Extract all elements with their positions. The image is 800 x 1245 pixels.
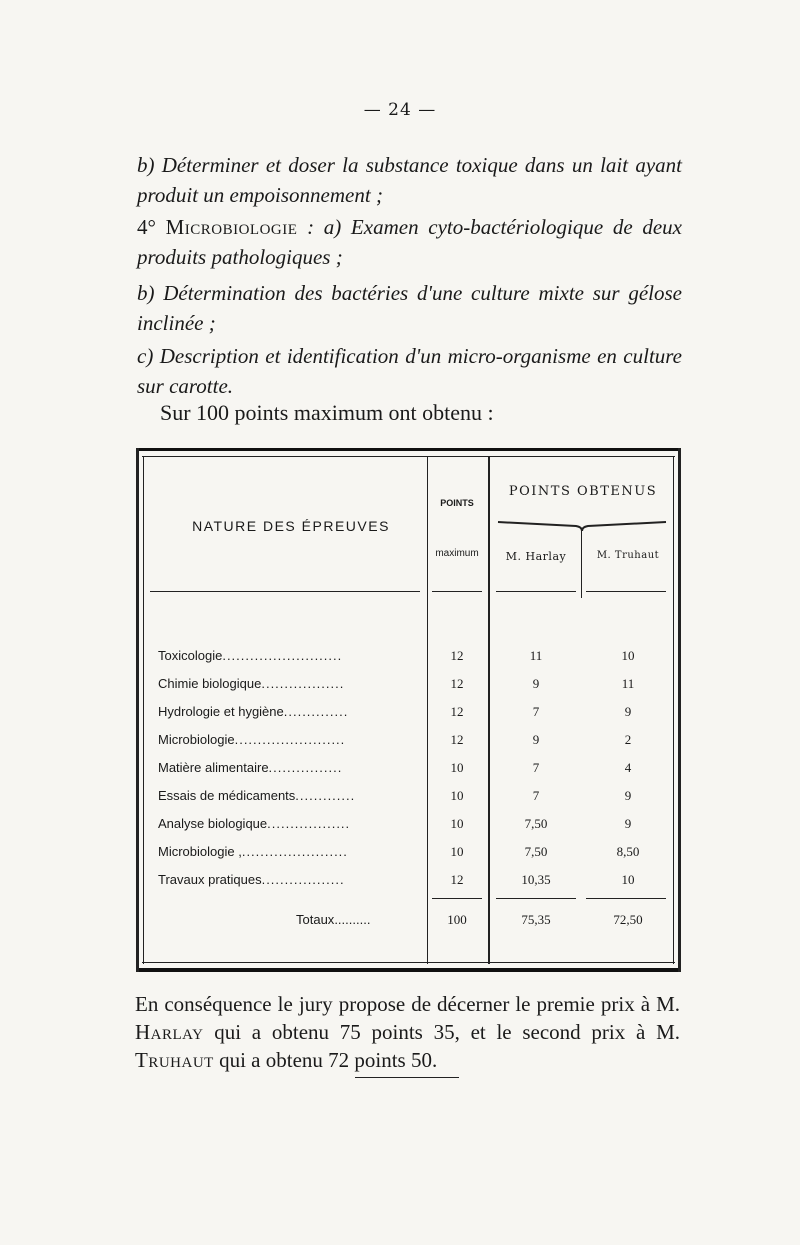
table-row: [136, 676, 681, 704]
row-max: 10: [450, 788, 464, 803]
header-points-obtenus: POINTS OBTENUS: [508, 484, 658, 499]
page-number: — 24 —: [363, 100, 437, 120]
header-harlay: M. Harlay: [505, 550, 567, 563]
table-row: [136, 704, 681, 732]
row-max: 10: [450, 844, 464, 859]
end-rule: [355, 1077, 459, 1078]
row-leader-dots: .............: [295, 788, 356, 803]
results-table: [136, 448, 681, 976]
header-maximum: maximum: [435, 548, 479, 559]
header-points: POINTS: [440, 498, 474, 508]
row-label: Microbiologie: [158, 732, 235, 747]
closing-paragraph: [135, 990, 680, 1074]
table-bottom-rule: [136, 968, 681, 972]
table-row: [136, 760, 681, 788]
section-heading: Microbiologie: [165, 215, 298, 239]
row-leader-dots: ..........................: [222, 648, 343, 663]
paragraph-toxic-milk: b) Déterminer et doser la substance toxique dans un lait ayant produit un empoisonnement ;: [137, 153, 682, 207]
table-top-inner-rule: [142, 456, 675, 457]
section-text: : a) Examen cyto-bactériologique de deux produits pathologiques ;: [137, 215, 683, 269]
header-rule-harlay: [496, 591, 576, 592]
row-leader-dots: ........................: [234, 732, 346, 747]
lead-sentence: Sur 100 points maximum ont obtenu :: [160, 400, 494, 425]
row-harlay: 11: [529, 648, 543, 663]
closing-text-1: En conséquence le jury propose de décerner le premie prix à M.: [135, 992, 680, 1016]
table-row: [136, 732, 681, 760]
row-max: 12: [450, 676, 464, 691]
row-max: 12: [450, 732, 464, 747]
totals-rule-truhaut: [586, 898, 666, 899]
section-number: 4°: [137, 215, 156, 239]
row-max: 12: [450, 648, 464, 663]
row-leader-dots: ..................: [261, 872, 345, 887]
row-harlay: 7,50: [524, 844, 548, 859]
totals-leader-dots: ..........: [334, 912, 371, 927]
table-row: [136, 816, 681, 844]
row-label: Analyse biologique: [158, 816, 268, 831]
row-truhaut: 9: [624, 788, 632, 803]
header-rule-truhaut: [586, 591, 666, 592]
row-label: Travaux pratiques: [158, 872, 262, 887]
header-brace-icon: [496, 518, 668, 532]
row-label: Essais de médicaments: [158, 788, 296, 803]
row-harlay: 9: [532, 676, 540, 691]
row-harlay: 7: [532, 788, 540, 803]
header-truhaut: M. Truhaut: [596, 550, 660, 561]
totals-rule-max: [432, 898, 482, 899]
row-leader-dots: ..................: [261, 676, 345, 691]
row-leader-dots: ................: [268, 760, 343, 775]
table-row: [136, 788, 681, 816]
candidate-name-truhaut: Truhaut: [135, 1048, 214, 1072]
row-truhaut: 8,50: [616, 844, 640, 859]
closing-text-3: qui a obtenu 72 points 50.: [213, 1048, 438, 1072]
row-max: 10: [450, 760, 464, 775]
totals-max: 100: [447, 912, 467, 927]
row-truhaut: 9: [624, 816, 632, 831]
paragraph-microbiologie: [137, 212, 682, 272]
row-truhaut: 4: [624, 760, 632, 775]
header-rule-nature: [150, 591, 420, 592]
paragraph-bacteries: b) Détermination des bactéries d'une culture mixte sur gélose inclinée ;: [137, 281, 682, 335]
row-leader-dots: ..............: [283, 704, 349, 719]
row-max: 12: [450, 704, 464, 719]
candidate-name-harlay: Harlay: [135, 1020, 204, 1044]
row-label: Hydrologie et hygiène: [158, 704, 284, 719]
header-nature: NATURE DES ÉPREUVES: [192, 518, 390, 534]
row-truhaut: 10: [621, 872, 635, 887]
table-bottom-inner-rule: [142, 962, 675, 963]
table-row: [136, 872, 681, 900]
totals-rule-harlay: [496, 898, 576, 899]
header-rule-points: [432, 591, 482, 592]
row-truhaut: 2: [624, 732, 632, 747]
row-max: 12: [450, 872, 464, 887]
row-harlay: 9: [532, 732, 540, 747]
row-truhaut: 10: [621, 648, 635, 663]
row-leader-dots: ..................: [267, 816, 351, 831]
row-label: Matière alimentaire: [158, 760, 269, 775]
totals-truhaut: 72,50: [613, 912, 643, 927]
col-sep-candidates: [581, 528, 582, 598]
totals-label: Totaux: [296, 912, 335, 927]
row-harlay: 7,50: [524, 816, 548, 831]
row-label: Microbiologie ,: [158, 844, 242, 859]
row-harlay: 7: [532, 760, 540, 775]
closing-text-2: qui a obtenu 75 points 35, et le second prix à M.: [203, 1020, 680, 1044]
totals-harlay: 75,35: [521, 912, 551, 927]
table-row: [136, 648, 681, 676]
row-max: 10: [450, 816, 464, 831]
table-top-rule: [136, 448, 681, 451]
row-truhaut: 11: [621, 676, 635, 691]
row-truhaut: 9: [624, 704, 632, 719]
row-label: Toxicologie: [158, 648, 223, 663]
totals-row: [136, 912, 681, 940]
row-harlay: 10,35: [521, 872, 551, 887]
table-row: [136, 844, 681, 872]
paragraph-micro-organisme: c) Description et identification d'un micro-organisme en culture sur carotte.: [137, 344, 682, 398]
row-label: Chimie biologique: [158, 676, 262, 691]
row-harlay: 7: [532, 704, 540, 719]
row-leader-dots: .......................: [241, 844, 348, 859]
